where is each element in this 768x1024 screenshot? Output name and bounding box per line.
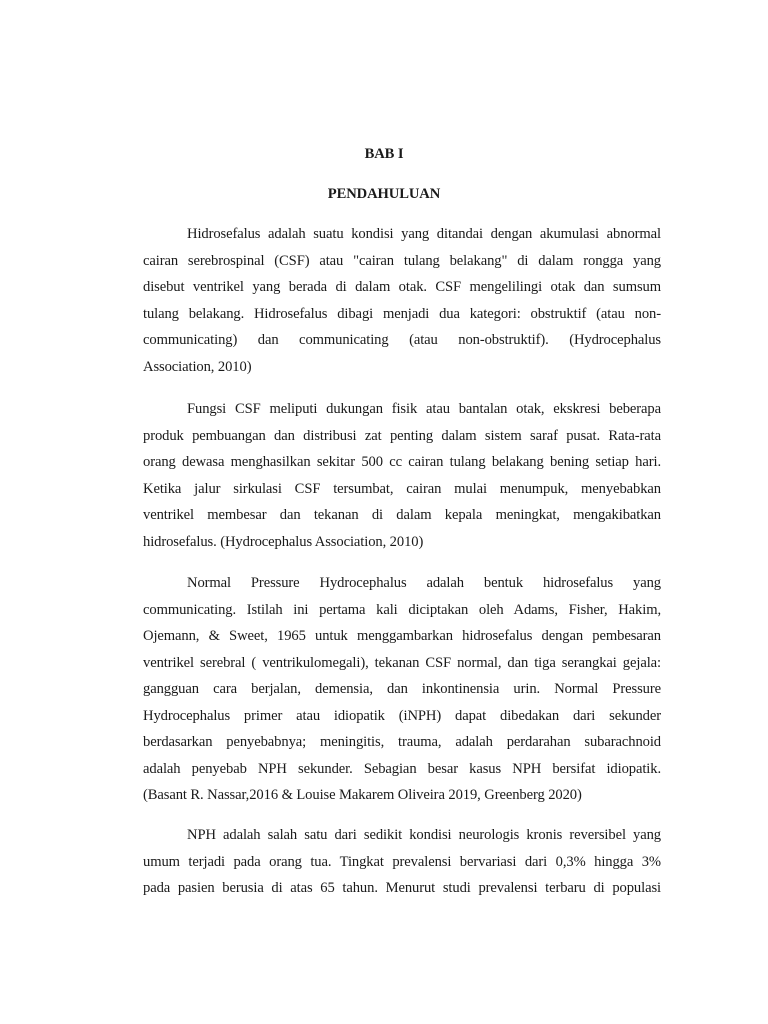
paragraph-4 (143, 822, 661, 902)
chapter-title: PENDAHULUAN (327, 186, 441, 202)
paragraph-line: Ojemann, & Sweet, 1965 untuk menggambarkan hidrosefalus dengan pembesaran (143, 628, 661, 644)
paragraph-1 (143, 221, 661, 380)
paragraph-line: orang dewasa menghasilkan sekitar 500 cc cairan tulang belakang bening setiap hari. (143, 454, 661, 470)
paragraph-line: berdasarkan penyebabnya; meningitis, trauma, adalah perdarahan subarachnoid (143, 734, 661, 750)
paragraph-line: ventrikel serebral ( ventrikulomegali), tekanan CSF normal, dan tiga serangkai gejala: (143, 654, 661, 671)
paragraph-line: Hydrocephalus primer atau idiopatik (iNPH) dapat dibedakan dari sekunder (143, 707, 661, 724)
paragraph-line: communicating) dan communicating (atau non-obstruktif). (Hydrocephalus (143, 332, 661, 348)
paragraph-line: umum terjadi pada orang tua. Tingkat prevalensi bervariasi dari 0,3% hingga 3% (143, 853, 661, 870)
paragraph-line: gangguan cara berjalan, demensia, dan inkontinensia urin. Normal Pressure (143, 681, 661, 697)
paragraph-line: Normal Pressure Hydrocephalus adalah bentuk hidrosefalus yang (187, 575, 661, 591)
paragraph-line: Association, 2010) (143, 358, 252, 375)
paragraph-line: (Basant R. Nassar,2016 & Louise Makarem Oliveira 2019, Greenberg 2020) (143, 787, 582, 803)
paragraph-line: produk pembuangan dan distribusi zat penting dalam sistem saraf pusat. Rata-rata (143, 427, 661, 444)
paragraph-line: disebut ventrikel yang berada di dalam otak. CSF mengelilingi otak dan sumsum (143, 279, 661, 295)
paragraph-line: Hidrosefalus adalah suatu kondisi yang ditandai dengan akumulasi abnormal (187, 226, 661, 242)
paragraph-line: Fungsi CSF meliputi dukungan fisik atau bantalan otak, ekskresi beberapa (187, 401, 661, 417)
paragraph-line: tulang belakang. Hidrosefalus dibagi menjadi dua kategori: obstruktif (atau non- (143, 305, 661, 322)
paragraph-line: adalah penyebab NPH sekunder. Sebagian besar kasus NPH bersifat idiopatik. (143, 760, 661, 777)
paragraph-line: Ketika jalur sirkulasi CSF tersumbat, cairan mulai menumpuk, menyebabkan (143, 480, 661, 497)
chapter-heading: BAB I (364, 146, 404, 162)
paragraph-line: hidrosefalus. (Hydrocephalus Association, 2010) (143, 533, 424, 550)
paragraph-line: NPH adalah salah satu dari sedikit kondisi neurologis kronis reversibel yang (187, 827, 661, 843)
paragraph-line: communicating. Istilah ini pertama kali diciptakan oleh Adams, Fisher, Hakim, (143, 601, 661, 618)
paragraph-2 (143, 396, 661, 555)
paragraph-line: pada pasien berusia di atas 65 tahun. Menurut studi prevalensi terbaru di populasi (143, 880, 661, 896)
paragraph-line: ventrikel membesar dan tekanan di dalam kepala meningkat, mengakibatkan (143, 507, 661, 523)
paragraph-line: cairan serebrospinal (CSF) atau "cairan tulang belakang" di dalam rongga yang (143, 252, 661, 269)
paragraph-3 (143, 570, 661, 809)
